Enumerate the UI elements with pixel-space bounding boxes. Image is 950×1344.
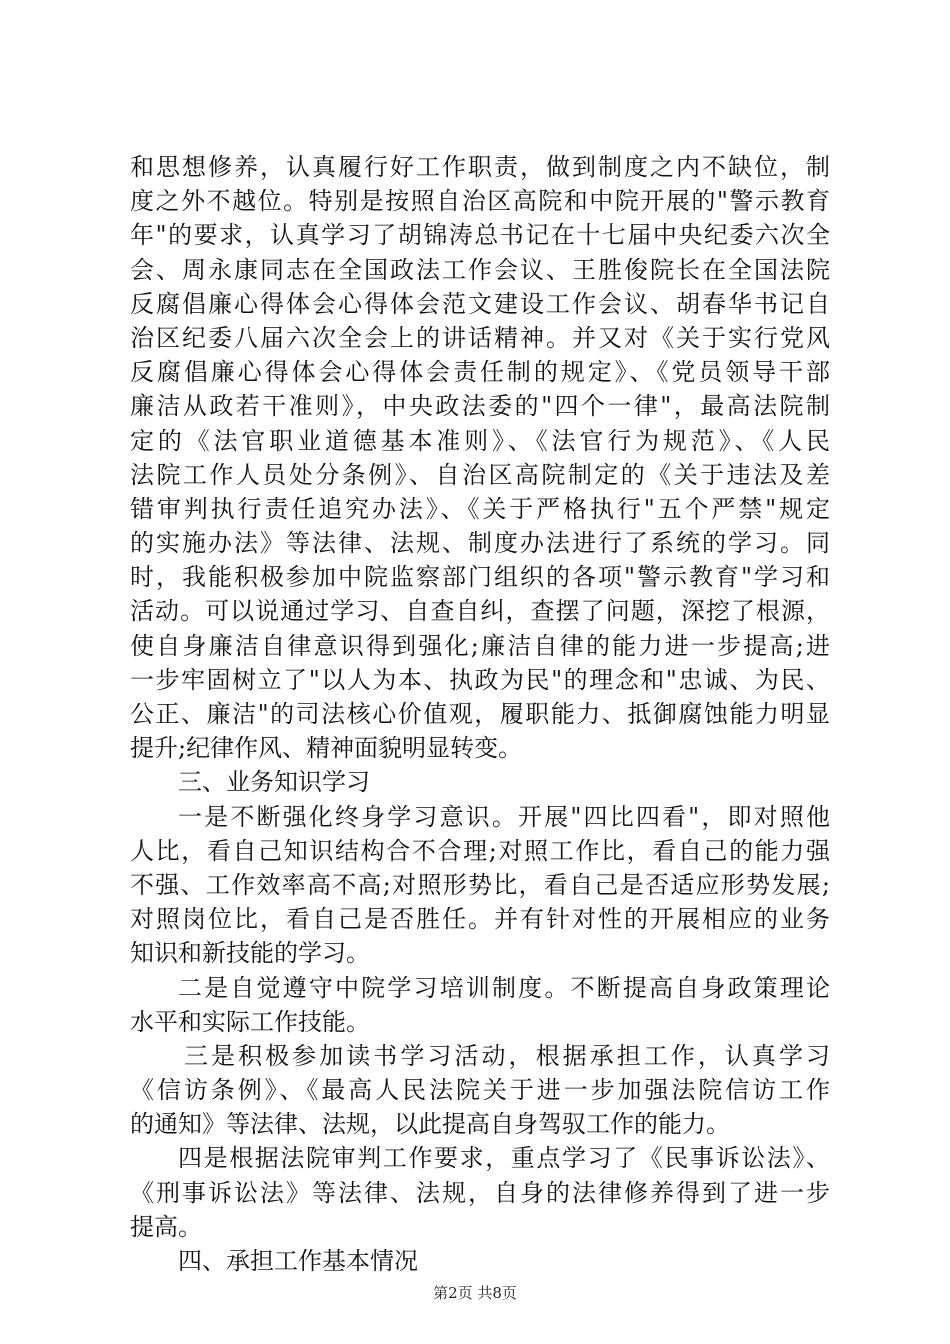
text-line: 使自身廉洁自律意识得到强化;廉洁自律的能力进一步提高;进 — [130, 631, 830, 660]
text-line: 《刑事诉讼法》等法律、法规，自身的法律修养得到了进一步 — [130, 1178, 830, 1207]
page-number-footer: 第2页 共8页 — [433, 1284, 517, 1302]
text-line: 活动。可以说通过学习、自查自纠，查摆了问题，深挖了根源， — [130, 597, 830, 626]
text-line: 错审判执行责任追究办法》、《关于严格执行"五个严禁"规定 — [130, 494, 830, 523]
text-line: 二是自觉遵守中院学习培训制度。不断提高自身政策理论 — [178, 973, 830, 1002]
text-line: 提升;纪律作风、精神面貌明显转变。 — [130, 734, 523, 763]
text-line: 三是积极参加读书学习活动，根据承担工作，认真学习 — [184, 1041, 830, 1070]
text-line: 反腐倡廉心得体会心得体会范文建设工作会议、胡春华书记自 — [130, 289, 830, 318]
text-line: 公正、廉洁"的司法核心价值观，履职能力、抵御腐蚀能力明显 — [130, 700, 830, 728]
document-body — [130, 150, 830, 1278]
text-line: 一步牢固树立了"以人为本、执政为民"的理念和"忠诚、为民、 — [130, 665, 830, 694]
text-line: 会、周永康同志在全国政法工作会议、王胜俊院长在全国法院 — [130, 255, 830, 284]
text-line: 知识和新技能的学习。 — [130, 939, 370, 968]
text-line: 反腐倡廉心得体会心得体会责任制的规定》、《党员领导干部 — [130, 358, 830, 387]
text-line: 对照岗位比，看自己是否胜任。并有针对性的开展相应的业务 — [130, 905, 830, 934]
text-line: 治区纪委八届六次全会上的讲话精神。并又对《关于实行党风 — [130, 323, 830, 352]
text-line: 四是根据法院审判工作要求，重点学习了《民事诉讼法》、 — [178, 1144, 830, 1173]
section-heading: 三、业务知识学习 — [178, 768, 370, 797]
text-line: 的实施办法》等法律、法规、制度办法进行了系统的学习。同 — [130, 529, 830, 558]
text-line: 《信访条例》、《最高人民法院关于进一步加强法院信访工作 — [130, 1076, 830, 1105]
text-line: 提高。 — [130, 1212, 202, 1241]
text-line: 时，我能积极参加中院监察部门组织的各项"警示教育"学习和 — [130, 563, 830, 592]
text-line: 度之外不越位。特别是按照自治区高院和中院开展的"警示教育 — [130, 187, 830, 216]
text-line: 法院工作人员处分条例》、自治区高院制定的《关于违法及差 — [130, 460, 830, 489]
text-line: 人比，看自己知识结构合不合理;对照工作比，看自己的能力强 — [130, 836, 830, 865]
text-line: 年"的要求，认真学习了胡锦涛总书记在十七届中央纪委六次全 — [130, 221, 830, 250]
text-line: 定的《法官职业道德基本准则》、《法官行为规范》、《人民 — [130, 426, 830, 455]
section-heading: 四、承担工作基本情况 — [178, 1247, 418, 1275]
text-line: 不强、工作效率高不高;对照形势比，看自己是否适应形势发展; — [130, 870, 830, 899]
text-line: 水平和实际工作技能。 — [130, 1007, 370, 1036]
text-line: 一是不断强化终身学习意识。开展"四比四看"，即对照他 — [178, 802, 830, 831]
text-line: 和思想修养，认真履行好工作职责，做到制度之内不缺位，制 — [130, 153, 830, 181]
text-line: 廉洁从政若干准则》，中央政法委的"四个一律"，最高法院制 — [130, 392, 830, 421]
text-line: 的通知》等法律、法规，以此提高自身驾驭工作的能力。 — [130, 1110, 730, 1139]
